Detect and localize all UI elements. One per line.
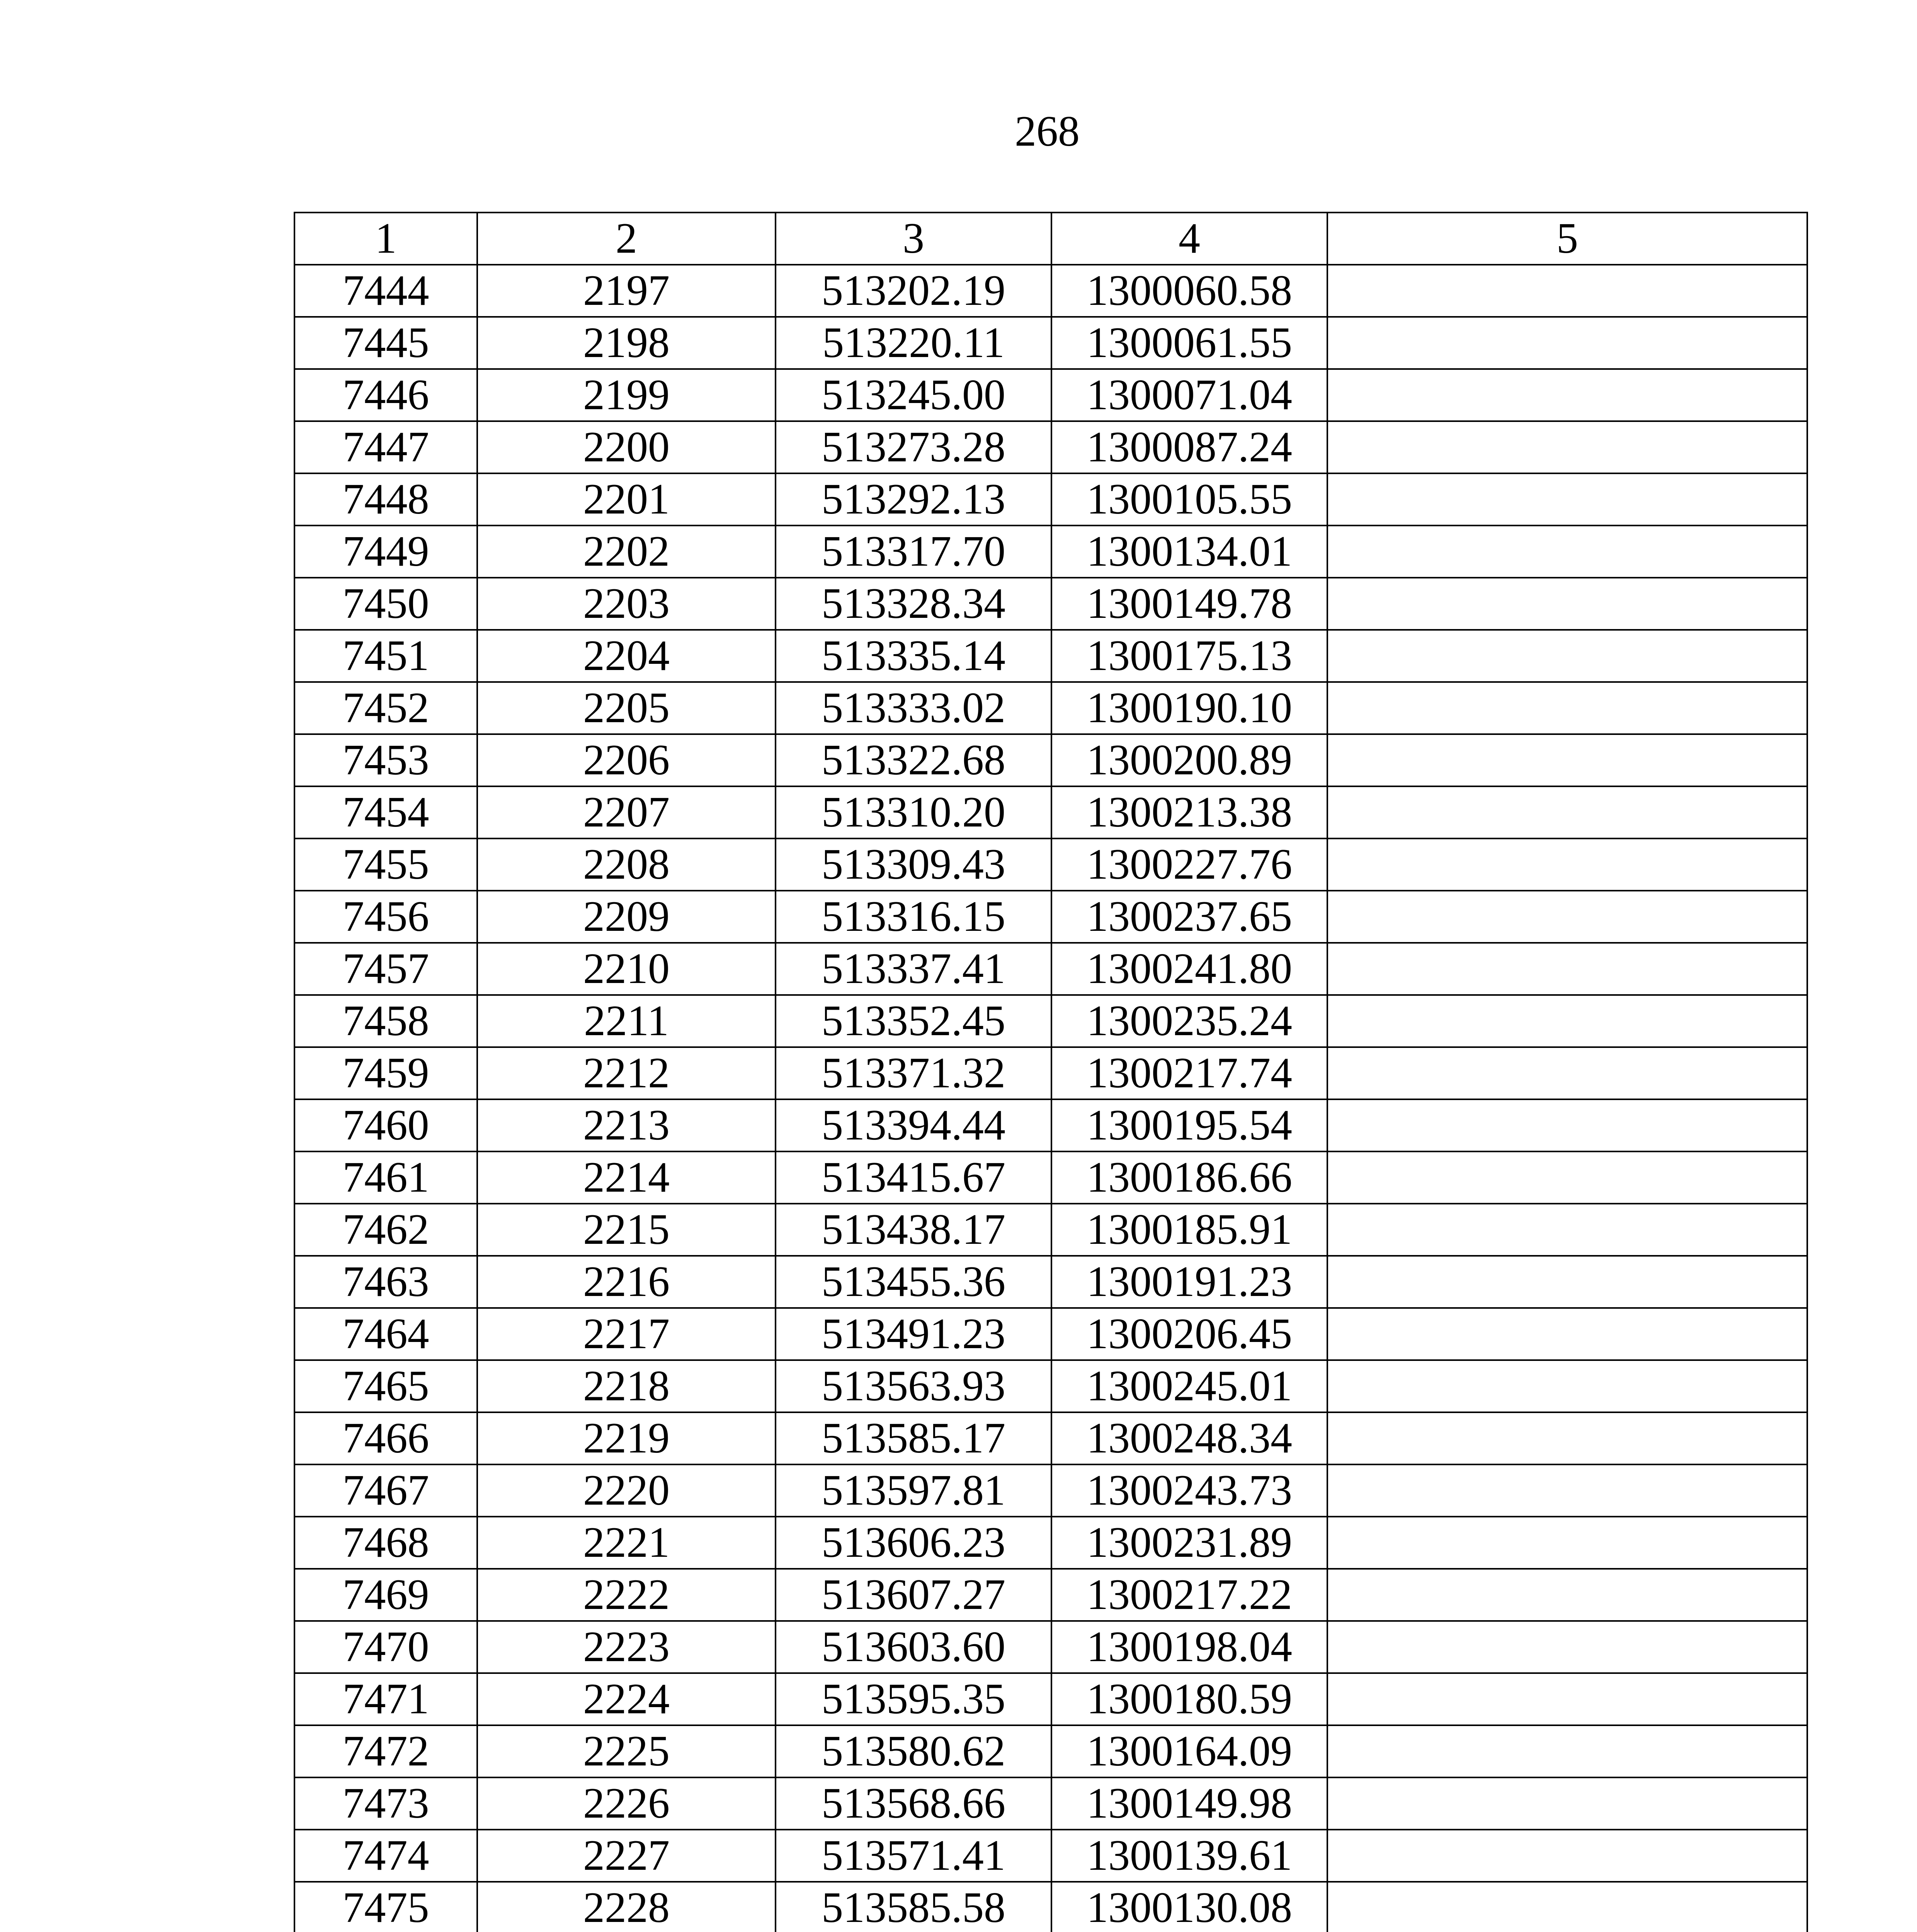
table-row — [294, 1517, 1807, 1569]
table-cell-col-4: 1300061.55 — [1051, 317, 1327, 369]
table-cell-col-1: 7466 — [294, 1412, 477, 1464]
table-cell-col-1: 7450 — [294, 578, 477, 630]
table-cell-col-4: 1300087.24 — [1051, 421, 1327, 473]
table-cell-col-5 — [1327, 1569, 1807, 1621]
table-cell-col-2: 2225 — [477, 1725, 776, 1777]
table-cell-col-2: 2213 — [477, 1099, 776, 1151]
table-cell-col-1: 7451 — [294, 630, 477, 682]
table-cell-col-3: 513292.13 — [776, 473, 1051, 526]
table-row — [294, 1673, 1807, 1725]
table-cell-col-1: 7457 — [294, 943, 477, 995]
table-cell-col-5 — [1327, 317, 1807, 369]
table-cell-col-5 — [1327, 995, 1807, 1047]
table-cell-col-1: 7473 — [294, 1777, 477, 1830]
table-cell-col-4: 1300060.58 — [1051, 265, 1327, 317]
table-cell-col-1: 7461 — [294, 1151, 477, 1204]
table-row — [294, 1308, 1807, 1360]
table-cell-col-1: 7470 — [294, 1621, 477, 1673]
table-cell-col-1: 7469 — [294, 1569, 477, 1621]
table-cell-col-2: 2212 — [477, 1047, 776, 1099]
table-cell-col-3: 513202.19 — [776, 265, 1051, 317]
table-cell-col-4: 1300105.55 — [1051, 473, 1327, 526]
table-row — [294, 526, 1807, 578]
table-cell-col-1: 7449 — [294, 526, 477, 578]
table-row — [294, 1777, 1807, 1830]
table-cell-col-1: 7452 — [294, 682, 477, 734]
table-row — [294, 1151, 1807, 1204]
table-row — [294, 1360, 1807, 1412]
table-cell-col-1: 7468 — [294, 1517, 477, 1569]
table-cell-col-4: 1300134.01 — [1051, 526, 1327, 578]
table-cell-col-2: 2199 — [477, 369, 776, 421]
table-cell-col-4: 1300191.23 — [1051, 1256, 1327, 1308]
page-number: 268 — [1015, 107, 1080, 155]
table-cell-col-3: 513273.28 — [776, 421, 1051, 473]
table-cell-col-5 — [1327, 734, 1807, 786]
table-cell-col-1: 7446 — [294, 369, 477, 421]
table-cell-col-3: 513455.36 — [776, 1256, 1051, 1308]
table-row — [294, 995, 1807, 1047]
table-cell-col-2: 2224 — [477, 1673, 776, 1725]
table-row — [294, 630, 1807, 682]
table-cell-col-5 — [1327, 1412, 1807, 1464]
table-cell-col-1: 7456 — [294, 891, 477, 943]
table-row — [294, 682, 1807, 734]
table-row — [294, 786, 1807, 838]
table-cell-col-4: 1300245.01 — [1051, 1360, 1327, 1412]
table-cell-col-3: 513245.00 — [776, 369, 1051, 421]
column-header-1: 1 — [294, 213, 477, 265]
table-cell-col-4: 1300235.24 — [1051, 995, 1327, 1047]
table-cell-col-4: 1300198.04 — [1051, 1621, 1327, 1673]
table-cell-col-4: 1300149.98 — [1051, 1777, 1327, 1830]
table-cell-col-5 — [1327, 1047, 1807, 1099]
table-cell-col-1: 7447 — [294, 421, 477, 473]
table-cell-col-1: 7471 — [294, 1673, 477, 1725]
table-row — [294, 317, 1807, 369]
column-header-4: 4 — [1051, 213, 1327, 265]
table-cell-col-5 — [1327, 578, 1807, 630]
table-cell-col-3: 513316.15 — [776, 891, 1051, 943]
table-cell-col-3: 513603.60 — [776, 1621, 1051, 1673]
table-cell-col-2: 2197 — [477, 265, 776, 317]
table-cell-col-1: 7458 — [294, 995, 477, 1047]
table-cell-col-4: 1300130.08 — [1051, 1882, 1327, 1932]
table-cell-col-5 — [1327, 421, 1807, 473]
table-cell-col-2: 2218 — [477, 1360, 776, 1412]
table-row — [294, 421, 1807, 473]
table-cell-col-2: 2210 — [477, 943, 776, 995]
table-cell-col-3: 513568.66 — [776, 1777, 1051, 1830]
column-header-3: 3 — [776, 213, 1051, 265]
table-cell-col-1: 7464 — [294, 1308, 477, 1360]
table-cell-col-2: 2226 — [477, 1777, 776, 1830]
table-cell-col-3: 513220.11 — [776, 317, 1051, 369]
table-cell-col-1: 7467 — [294, 1464, 477, 1517]
coordinates-table — [294, 212, 1808, 1932]
table-cell-col-3: 513606.23 — [776, 1517, 1051, 1569]
table-cell-col-5 — [1327, 630, 1807, 682]
table-cell-col-2: 2200 — [477, 421, 776, 473]
table-cell-col-1: 7462 — [294, 1204, 477, 1256]
table-cell-col-3: 513328.34 — [776, 578, 1051, 630]
table-cell-col-4: 1300237.65 — [1051, 891, 1327, 943]
table-cell-col-1: 7463 — [294, 1256, 477, 1308]
table-row — [294, 734, 1807, 786]
table-cell-col-5 — [1327, 1308, 1807, 1360]
table-cell-col-5 — [1327, 838, 1807, 891]
table-cell-col-3: 513371.32 — [776, 1047, 1051, 1099]
table-cell-col-4: 1300185.91 — [1051, 1204, 1327, 1256]
table-row — [294, 1204, 1807, 1256]
table-cell-col-2: 2217 — [477, 1308, 776, 1360]
table-cell-col-4: 1300180.59 — [1051, 1673, 1327, 1725]
table-cell-col-4: 1300200.89 — [1051, 734, 1327, 786]
table-row — [294, 838, 1807, 891]
column-header-2: 2 — [477, 213, 776, 265]
table-cell-col-5 — [1327, 891, 1807, 943]
table-cell-col-2: 2207 — [477, 786, 776, 838]
table-cell-col-2: 2227 — [477, 1830, 776, 1882]
table-cell-col-3: 513595.35 — [776, 1673, 1051, 1725]
table-cell-col-2: 2208 — [477, 838, 776, 891]
table-cell-col-5 — [1327, 682, 1807, 734]
table-cell-col-5 — [1327, 1725, 1807, 1777]
table-cell-col-4: 1300243.73 — [1051, 1464, 1327, 1517]
table-cell-col-5 — [1327, 526, 1807, 578]
table-cell-col-4: 1300195.54 — [1051, 1099, 1327, 1151]
table-row — [294, 473, 1807, 526]
table-cell-col-3: 513415.67 — [776, 1151, 1051, 1204]
table-cell-col-5 — [1327, 1830, 1807, 1882]
table-cell-col-5 — [1327, 1777, 1807, 1830]
table-cell-col-3: 513310.20 — [776, 786, 1051, 838]
table-cell-col-4: 1300149.78 — [1051, 578, 1327, 630]
table-cell-col-3: 513322.68 — [776, 734, 1051, 786]
table-cell-col-1: 7460 — [294, 1099, 477, 1151]
table-cell-col-3: 513585.17 — [776, 1412, 1051, 1464]
table-row — [294, 1256, 1807, 1308]
table-cell-col-3: 513438.17 — [776, 1204, 1051, 1256]
table-cell-col-4: 1300217.74 — [1051, 1047, 1327, 1099]
table-cell-col-4: 1300241.80 — [1051, 943, 1327, 995]
table-cell-col-1: 7453 — [294, 734, 477, 786]
table-cell-col-2: 2215 — [477, 1204, 776, 1256]
table-cell-col-1: 7475 — [294, 1882, 477, 1932]
table-cell-col-5 — [1327, 1517, 1807, 1569]
table-cell-col-2: 2211 — [477, 995, 776, 1047]
table-cell-col-2: 2198 — [477, 317, 776, 369]
table-cell-col-2: 2205 — [477, 682, 776, 734]
table-row — [294, 891, 1807, 943]
table-cell-col-1: 7472 — [294, 1725, 477, 1777]
table-row — [294, 1569, 1807, 1621]
table-cell-col-3: 513607.27 — [776, 1569, 1051, 1621]
table-cell-col-3: 513317.70 — [776, 526, 1051, 578]
table-cell-col-2: 2228 — [477, 1882, 776, 1932]
table-cell-col-1: 7474 — [294, 1830, 477, 1882]
table-cell-col-4: 1300206.45 — [1051, 1308, 1327, 1360]
table-cell-col-5 — [1327, 265, 1807, 317]
table-cell-col-2: 2220 — [477, 1464, 776, 1517]
table-cell-col-2: 2216 — [477, 1256, 776, 1308]
table-cell-col-3: 513337.41 — [776, 943, 1051, 995]
table-cell-col-4: 1300186.66 — [1051, 1151, 1327, 1204]
table-cell-col-3: 513580.62 — [776, 1725, 1051, 1777]
table-cell-col-5 — [1327, 943, 1807, 995]
table-cell-col-4: 1300248.34 — [1051, 1412, 1327, 1464]
table-row — [294, 369, 1807, 421]
table-cell-col-5 — [1327, 1621, 1807, 1673]
table-cell-col-2: 2202 — [477, 526, 776, 578]
table-cell-col-3: 513585.58 — [776, 1882, 1051, 1932]
table-row — [294, 1725, 1807, 1777]
table-cell-col-3: 513491.23 — [776, 1308, 1051, 1360]
table-cell-col-5 — [1327, 1256, 1807, 1308]
table-cell-col-1: 7455 — [294, 838, 477, 891]
table-cell-col-3: 513394.44 — [776, 1099, 1051, 1151]
table-body — [294, 265, 1807, 1932]
table-cell-col-4: 1300139.61 — [1051, 1830, 1327, 1882]
table-cell-col-5 — [1327, 1204, 1807, 1256]
table-cell-col-5 — [1327, 1882, 1807, 1932]
table-cell-col-1: 7454 — [294, 786, 477, 838]
table-cell-col-1: 7448 — [294, 473, 477, 526]
table-cell-col-3: 513571.41 — [776, 1830, 1051, 1882]
table-cell-col-4: 1300231.89 — [1051, 1517, 1327, 1569]
table-cell-col-2: 2203 — [477, 578, 776, 630]
table-cell-col-3: 513563.93 — [776, 1360, 1051, 1412]
table-cell-col-4: 1300175.13 — [1051, 630, 1327, 682]
table-cell-col-1: 7459 — [294, 1047, 477, 1099]
table-cell-col-5 — [1327, 1464, 1807, 1517]
table-cell-col-5 — [1327, 1099, 1807, 1151]
table-cell-col-5 — [1327, 786, 1807, 838]
table-cell-col-3: 513352.45 — [776, 995, 1051, 1047]
table-cell-col-2: 2209 — [477, 891, 776, 943]
table-cell-col-2: 2204 — [477, 630, 776, 682]
table-cell-col-2: 2206 — [477, 734, 776, 786]
table-row — [294, 1464, 1807, 1517]
table-cell-col-2: 2201 — [477, 473, 776, 526]
table-cell-col-4: 1300164.09 — [1051, 1725, 1327, 1777]
table-cell-col-1: 7445 — [294, 317, 477, 369]
table-cell-col-2: 2222 — [477, 1569, 776, 1621]
table-cell-col-2: 2219 — [477, 1412, 776, 1464]
table-cell-col-4: 1300227.76 — [1051, 838, 1327, 891]
table-row — [294, 1047, 1807, 1099]
table-cell-col-5 — [1327, 1360, 1807, 1412]
table-row — [294, 578, 1807, 630]
table-cell-col-4: 1300217.22 — [1051, 1569, 1327, 1621]
table-row — [294, 1099, 1807, 1151]
table-cell-col-4: 1300190.10 — [1051, 682, 1327, 734]
table-cell-col-5 — [1327, 369, 1807, 421]
table-row — [294, 1412, 1807, 1464]
table-cell-col-3: 513333.02 — [776, 682, 1051, 734]
table-cell-col-3: 513335.14 — [776, 630, 1051, 682]
table-cell-col-3: 513309.43 — [776, 838, 1051, 891]
table-cell-col-4: 1300071.04 — [1051, 369, 1327, 421]
table-cell-col-2: 2221 — [477, 1517, 776, 1569]
table-row — [294, 1621, 1807, 1673]
header-row — [294, 213, 1807, 265]
table-row — [294, 1830, 1807, 1882]
table-header — [294, 213, 1807, 265]
table-cell-col-5 — [1327, 1151, 1807, 1204]
table-cell-col-4: 1300213.38 — [1051, 786, 1327, 838]
table-cell-col-1: 7444 — [294, 265, 477, 317]
table-row — [294, 1882, 1807, 1932]
table-cell-col-2: 2223 — [477, 1621, 776, 1673]
table-cell-col-1: 7465 — [294, 1360, 477, 1412]
column-header-5: 5 — [1327, 213, 1807, 265]
table-row — [294, 265, 1807, 317]
table-cell-col-3: 513597.81 — [776, 1464, 1051, 1517]
table-cell-col-2: 2214 — [477, 1151, 776, 1204]
table-row — [294, 943, 1807, 995]
table-cell-col-5 — [1327, 473, 1807, 526]
table-cell-col-5 — [1327, 1673, 1807, 1725]
